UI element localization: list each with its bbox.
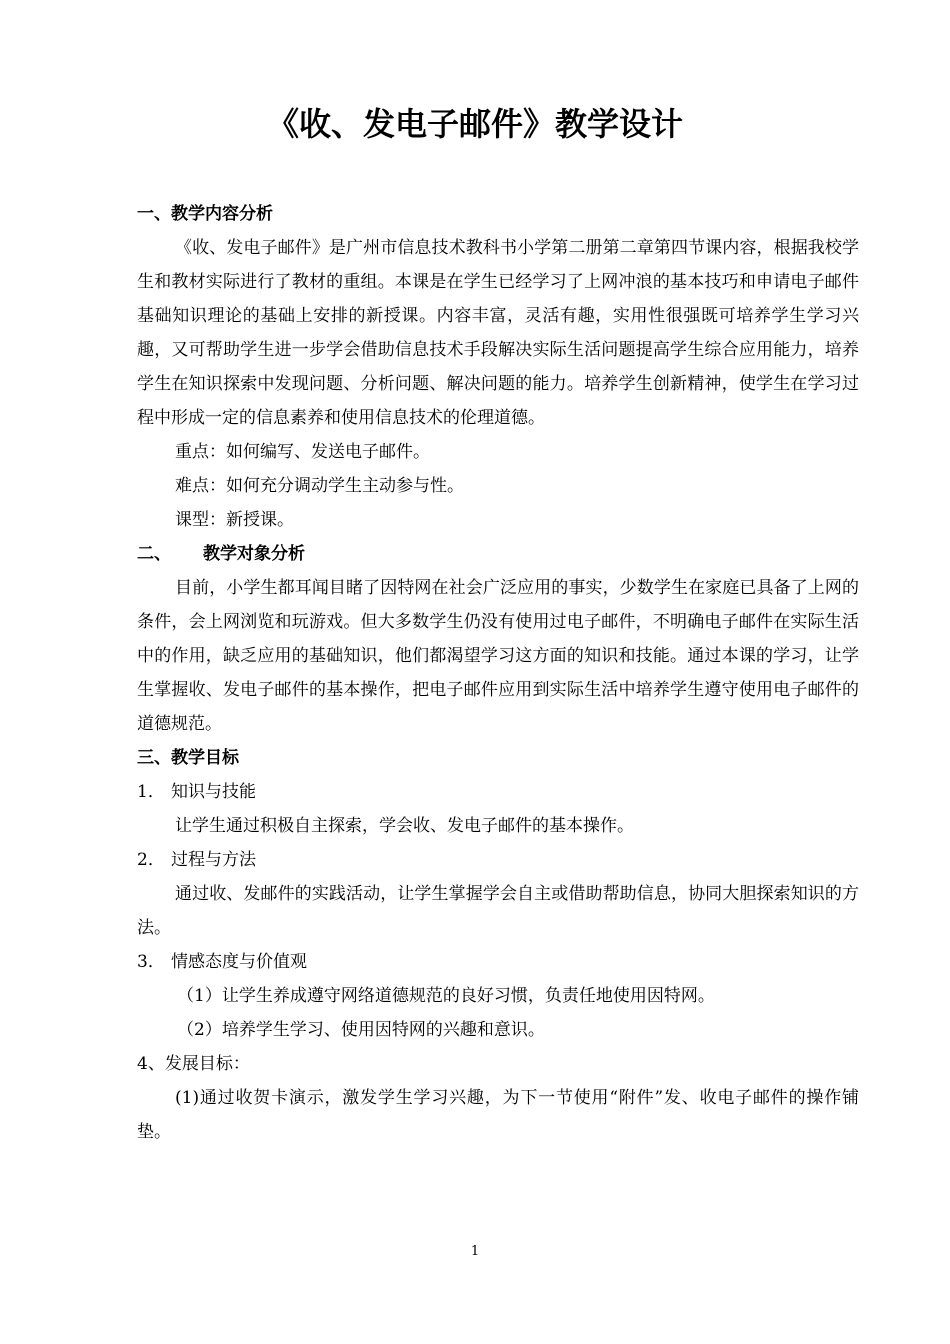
- section-1-heading: 一、教学内容分析: [137, 204, 273, 224]
- objective-3-sub-1: （1）让学生养成遵守网络道德规范的良好习惯，负责任地使用因特网。: [177, 986, 715, 1006]
- section-1-paragraph: 《收、发电子邮件》是广州市信息技术教科书小学第二册第二章第四节课内容，根据我校学生和教材实际进行了教材的重组。本课是在学生已经学习了上网冲浪的基本技巧和申请电子邮件基础知识理论的基础上安排的新授课。内容丰富，灵活有趣，实用性很强既可培养学生学习兴趣，又可帮助学生进一步学会借助信息技术手段解决实际生活问题提高学生综合应用能力，培养学生在知识探索中发现问题、分析问题、解决问题的能力。培养学生创新精神，使学生在学习过程中形成一定的信息素养和使用信息技术的伦理道德。: [137, 238, 859, 428]
- objective-3-number: 3．: [137, 952, 165, 972]
- objective-1-number: 1．: [137, 782, 165, 802]
- objective-2-title: 过程与方法: [171, 850, 256, 870]
- section-2-title: 教学对象分析: [203, 544, 305, 564]
- objective-2-text: 通过收、发邮件的实践活动，让学生掌握学会自主或借助帮助信息，协同大胆探索知识的方法。: [137, 884, 859, 938]
- objective-1-title: 知识与技能: [171, 782, 256, 802]
- objective-3-sub-2: （2）培养学生学习、使用因特网的兴趣和意识。: [177, 1020, 545, 1040]
- page-title: 《收、发电子邮件》教学设计: [266, 105, 683, 143]
- objective-2-number: 2．: [137, 850, 165, 870]
- difficulty-line: 难点：如何充分调动学生主动参与性。: [175, 476, 464, 496]
- objective-1-heading: [137, 775, 859, 809]
- objective-4-heading: 4、发展目标：: [137, 1054, 250, 1074]
- section-3-heading: 三、教学目标: [137, 748, 239, 768]
- objective-1-text: 让学生通过积极自主探索，学会收、发电子邮件的基本操作。: [175, 816, 634, 836]
- objective-3-title: 情感态度与价值观: [171, 952, 307, 972]
- page-number: 1: [470, 1244, 480, 1259]
- objective-4-sub-1: (1)通过收贺卡演示，激发学生学习兴趣，为下一节使用“附件”发、收电子邮件的操作铺垫。: [137, 1088, 859, 1142]
- section-2-paragraph: 目前，小学生都耳闻目睹了因特网在社会广泛应用的事实，少数学生在家庭已具备了上网的条件，会上网浏览和玩游戏。但大多数学生仍没有使用过电子邮件，不明确电子邮件在实际生活中的作用，缺乏应用的基础知识，他们都渴望学习这方面的知识和技能。通过本课的学习，让学生掌握收、发电子邮件的基本操作，把电子邮件应用到实际生活中培养学生遵守使用电子邮件的道德规范。: [137, 578, 859, 734]
- lesson-type-line: 课型：新授课。: [175, 510, 294, 530]
- document-body: [137, 197, 859, 1149]
- section-2-number: 二、: [137, 544, 171, 564]
- objective-3-heading: [137, 945, 859, 979]
- objective-2-heading: [137, 843, 859, 877]
- section-2-heading: [137, 537, 859, 571]
- key-point-line: 重点：如何编写、发送电子邮件。: [175, 442, 430, 462]
